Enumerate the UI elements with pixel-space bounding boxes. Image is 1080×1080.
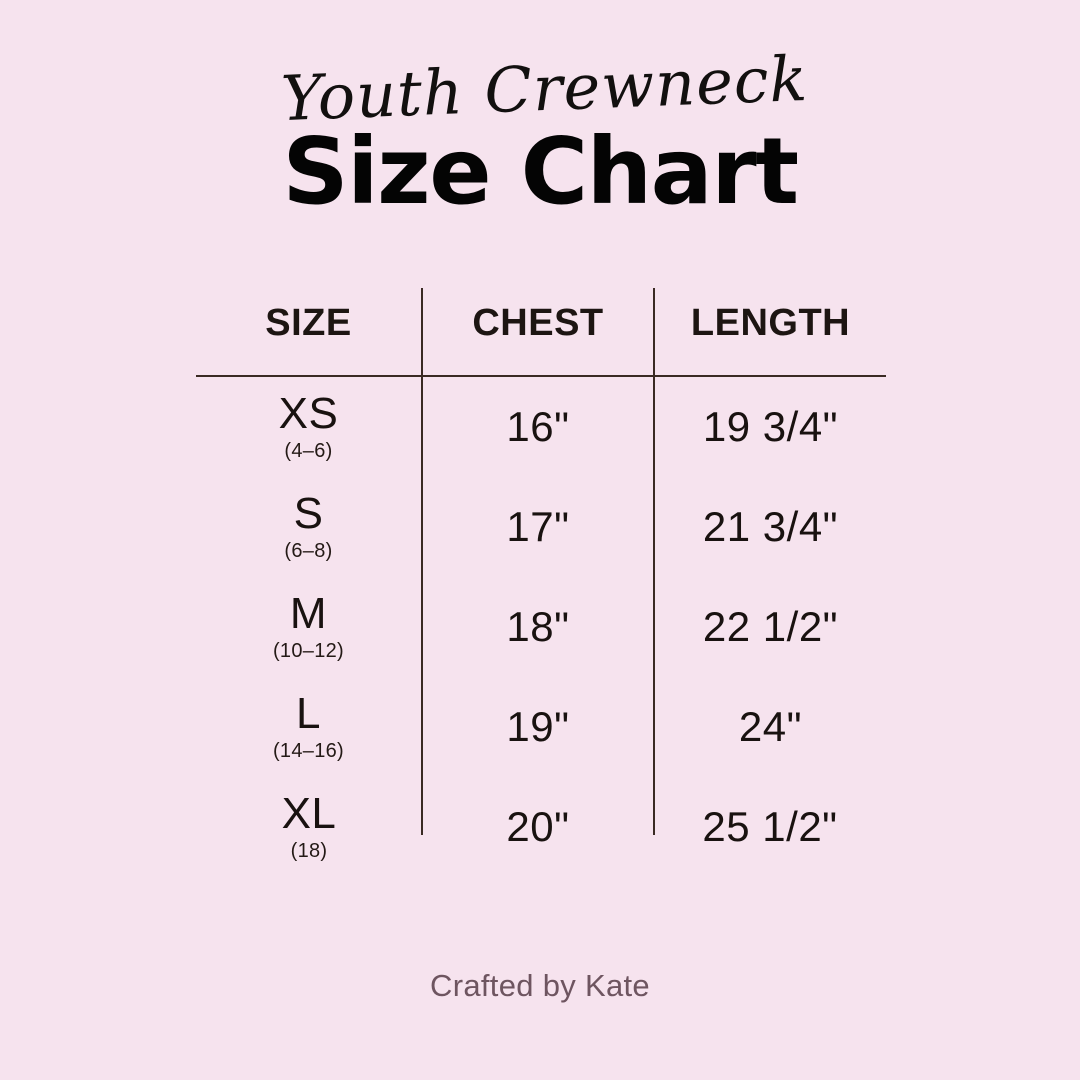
size-label: M xyxy=(289,589,328,639)
length-value: 19 3/4" xyxy=(702,403,839,450)
table-row xyxy=(196,777,886,877)
size-age-range: (10–12) xyxy=(272,639,345,662)
cell-size xyxy=(196,777,422,877)
cell-size xyxy=(196,377,422,477)
footer-credit: Crafted by Kate xyxy=(430,968,650,1003)
chest-value: 19" xyxy=(506,703,570,750)
cell-chest xyxy=(422,477,654,577)
cell-length xyxy=(654,477,886,577)
table-body xyxy=(196,377,886,877)
cell-length xyxy=(654,577,886,677)
size-label: L xyxy=(296,689,321,739)
size-label: S xyxy=(293,489,324,539)
column-header-chest: CHEST xyxy=(422,288,654,375)
cell-chest xyxy=(422,577,654,677)
table-header-row xyxy=(196,288,886,375)
script-subtitle: Youth Crewneck xyxy=(280,41,810,136)
length-value: 22 1/2" xyxy=(702,603,839,650)
cell-length xyxy=(654,777,886,877)
table-row xyxy=(196,377,886,477)
column-header-size: SIZE xyxy=(196,288,422,375)
cell-chest xyxy=(422,377,654,477)
cell-size xyxy=(196,477,422,577)
size-label: XL xyxy=(281,789,337,839)
cell-size xyxy=(196,577,422,677)
chest-value: 16" xyxy=(506,403,570,450)
title-block xyxy=(0,41,1080,225)
chest-value: 20" xyxy=(506,803,570,850)
size-age-range: (14–16) xyxy=(272,739,345,762)
table-row xyxy=(196,577,886,677)
length-value: 24" xyxy=(738,703,803,750)
size-label: XS xyxy=(278,389,339,439)
table-header xyxy=(196,288,886,377)
length-value: 21 3/4" xyxy=(702,503,839,550)
page-title: Size Chart xyxy=(282,118,798,225)
table-row xyxy=(196,477,886,577)
size-table xyxy=(196,288,886,877)
size-age-range: (6–8) xyxy=(284,539,333,562)
size-table-wrapper xyxy=(196,288,886,898)
cell-length xyxy=(654,377,886,477)
cell-length xyxy=(654,677,886,777)
cell-chest xyxy=(422,777,654,877)
size-age-range: (4–6) xyxy=(284,439,333,462)
chest-value: 18" xyxy=(506,603,570,650)
cell-chest xyxy=(422,677,654,777)
chest-value: 17" xyxy=(506,503,570,550)
column-header-length: LENGTH xyxy=(690,302,851,344)
length-value: 25 1/2" xyxy=(702,803,838,850)
size-age-range: (18) xyxy=(290,839,328,862)
table-row xyxy=(196,677,886,777)
cell-size xyxy=(196,677,422,777)
